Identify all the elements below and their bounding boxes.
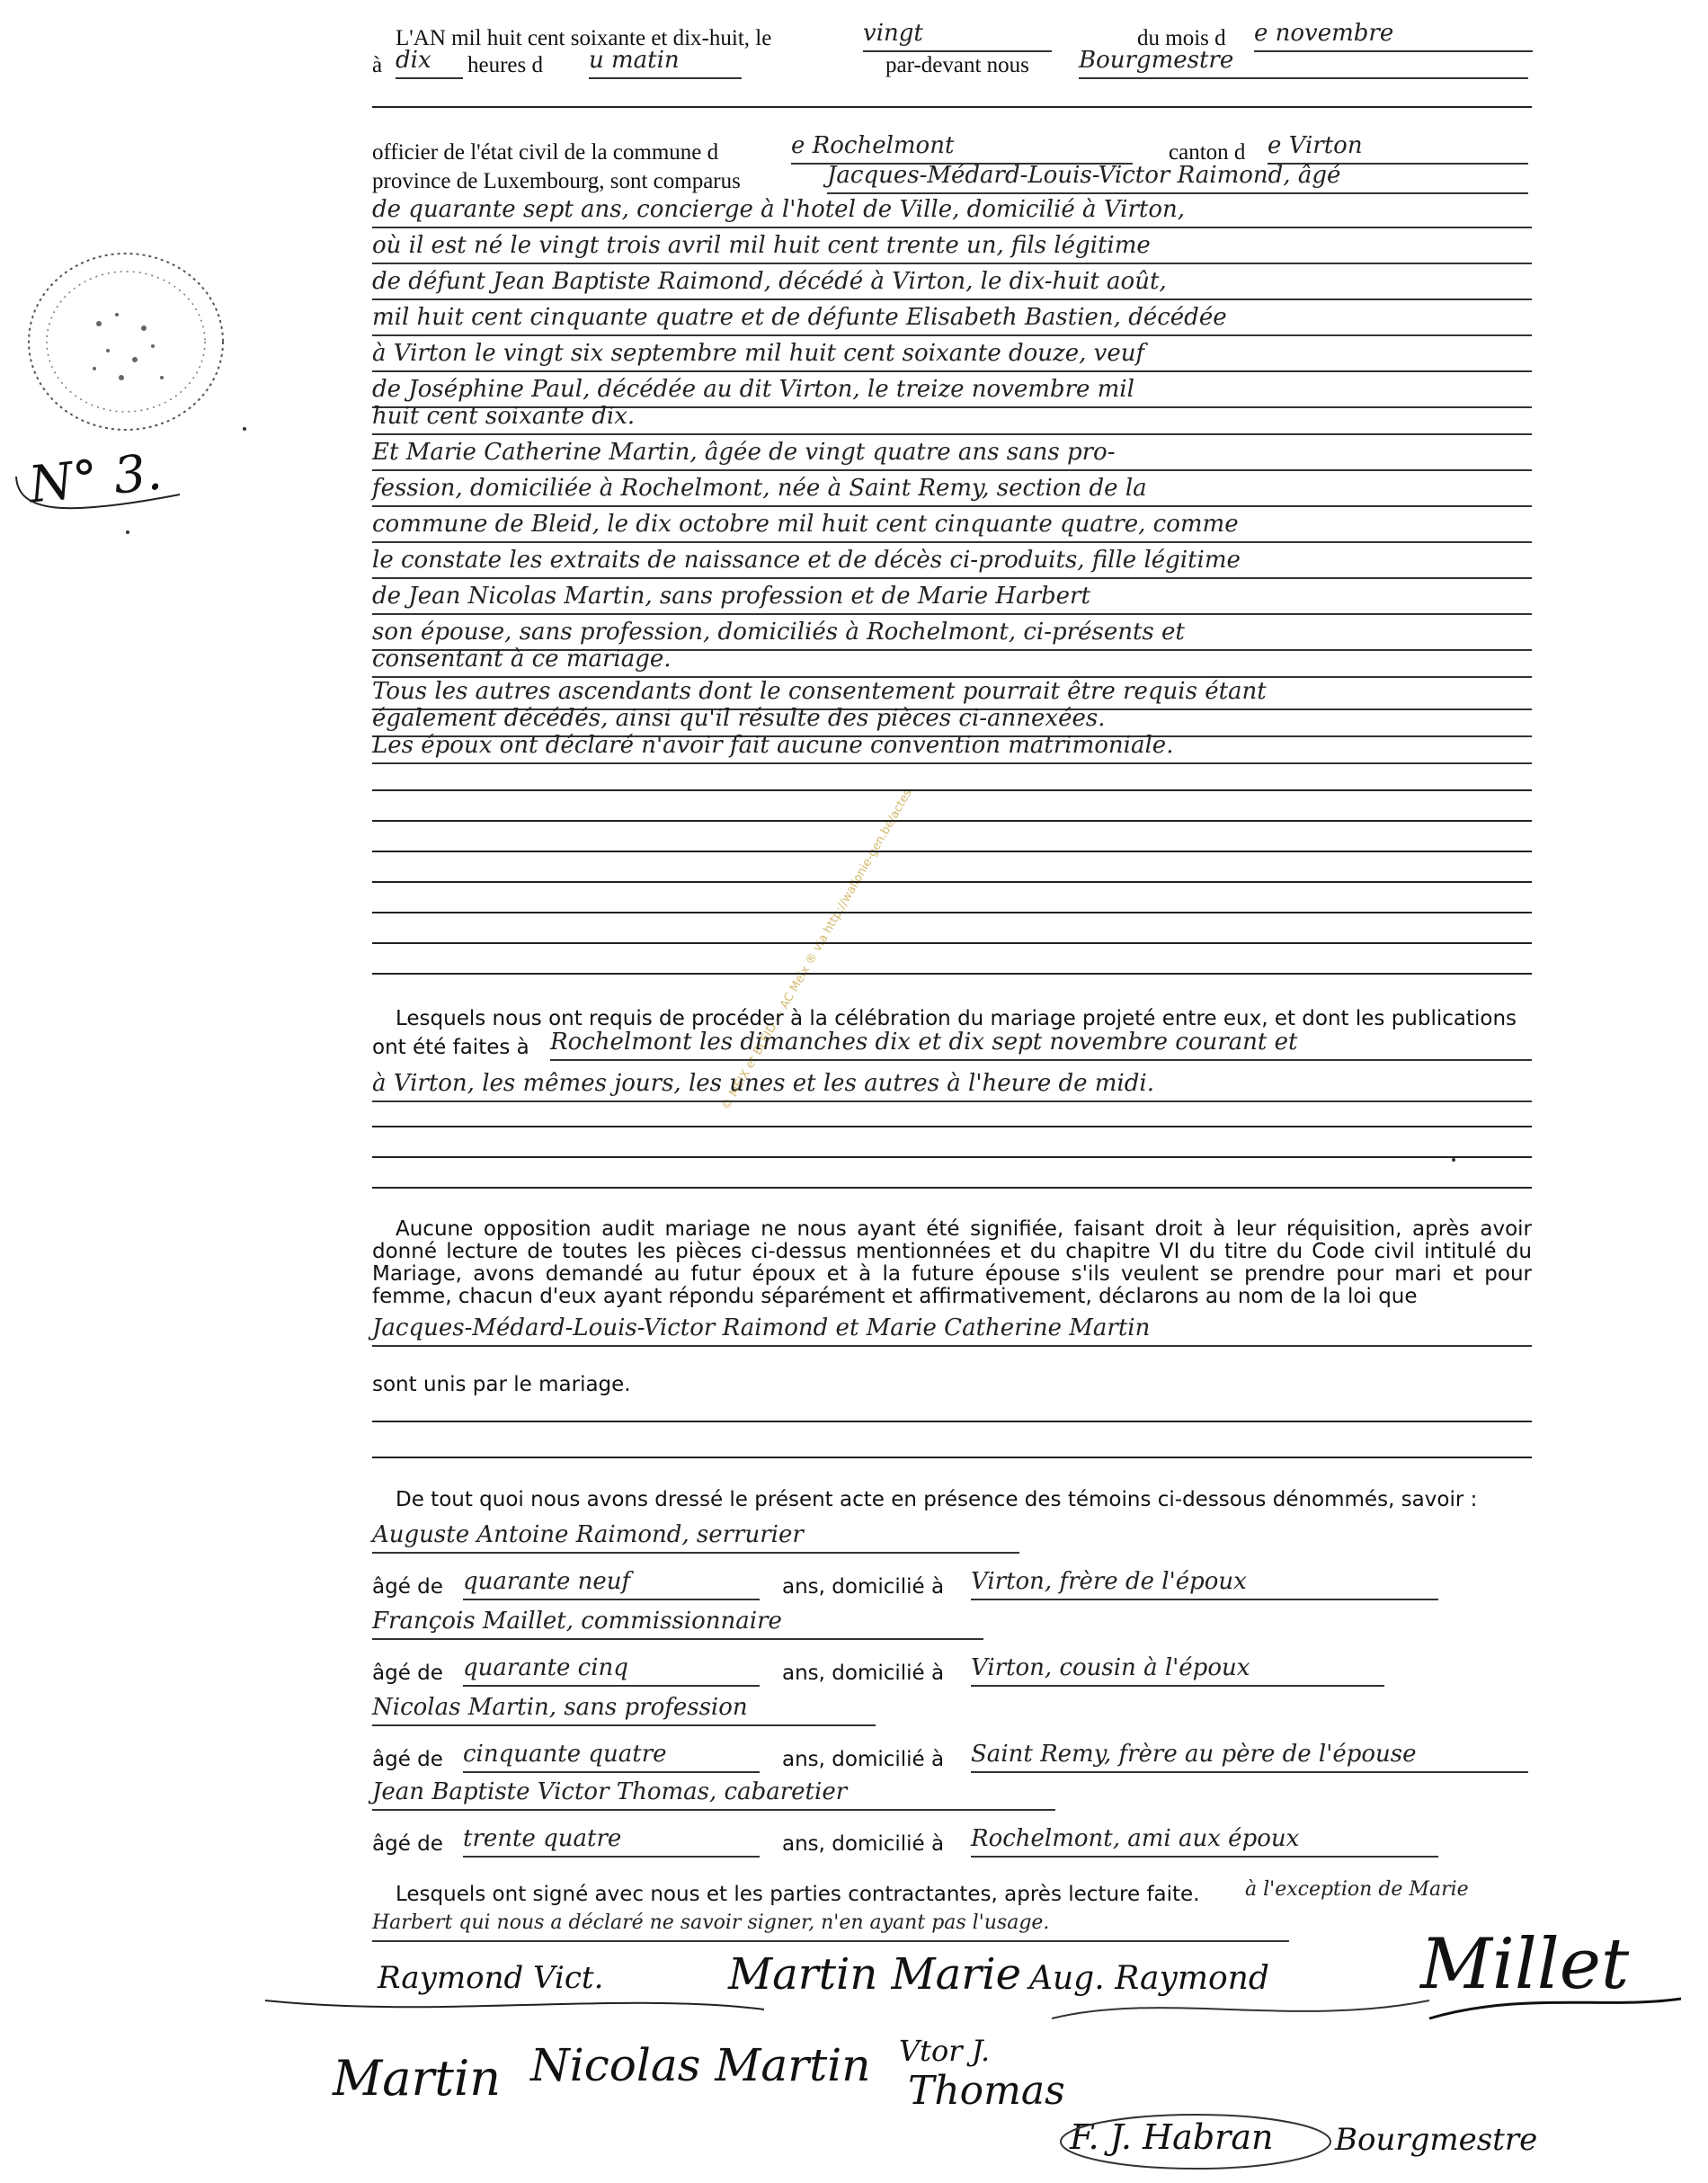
- blank-line: [372, 942, 1532, 944]
- body-line: le constate les extraits de naissance et de décès ci-produits, fille légitime: [372, 545, 1532, 579]
- witness-age-label: âgé de: [372, 1575, 443, 1599]
- body-line: Et Marie Catherine Martin, âgée de vingt quatre ans sans pro-: [372, 437, 1532, 471]
- ink-speck: [243, 427, 246, 431]
- signature: Raymond Vict.: [378, 1960, 604, 1996]
- blank-line: [372, 881, 1532, 883]
- witnesses-intro: De tout quoi nous avons dressé le présent acte en présence des témoins ci-dessous dénommés, savoir :: [396, 1488, 1478, 1511]
- record-number: N° 3.: [26, 442, 165, 515]
- witness-age-label: âgé de: [372, 1662, 443, 1685]
- signature: Vtor J.: [899, 2034, 991, 2068]
- commune-value: e Rochelmont: [791, 130, 1133, 165]
- body-line: mil huit cent cinquante quatre et de défunte Elisabeth Bastien, décédée: [372, 302, 1532, 336]
- blank-line: [372, 851, 1532, 852]
- blank-line: [372, 1126, 1532, 1127]
- period-value: u matin: [589, 45, 742, 79]
- blank-line: [372, 820, 1532, 822]
- body-line: Les époux ont déclaré n'avoir fait aucune convention matrimoniale.: [372, 730, 1532, 764]
- opposition-paragraph: Aucune opposition audit mariage ne nous ayant été signifiée, faisant droit à leur réquisition, après avoir donné lecture de toutes les pièces ci-dessus mentionnées et du chapitre VI du titre du Code civil intitulé du Mariage, avons demandé au futur époux et à la future épouse s'ils veulent se prendre pour mari et pour femme, chacun d'eux ayant répondu séparément et affirmativement, déclarons au nom de la loi que: [372, 1217, 1532, 1308]
- body-line: de Jean Nicolas Martin, sans profession et de Marie Harbert: [372, 581, 1532, 615]
- signature-flourish: [261, 1983, 1699, 2036]
- blank-line: [372, 1421, 1532, 1422]
- publications-detail: à Virton, les mêmes jours, les unes et les autres à l'heure de midi.: [372, 1068, 1532, 1102]
- record-number-flourish: [9, 441, 189, 521]
- ink-speck: [1452, 1158, 1455, 1162]
- body-line: où il est né le vingt trois avril mil huit cent trente un, fils légitime: [372, 230, 1532, 264]
- witness-domicile: Virton, cousin à l'époux: [971, 1653, 1384, 1687]
- witness-domicile: Virton, frère de l'époux: [971, 1566, 1438, 1600]
- signature: Aug. Raymond: [1029, 1960, 1269, 1997]
- witness-name: Auguste Antoine Raimond, serrurier: [372, 1519, 1019, 1554]
- par-devant-label: par-devant nous: [885, 53, 1029, 77]
- blank-line: [372, 1156, 1532, 1158]
- witness-domicile-label: ans, domicilié à: [782, 1662, 945, 1685]
- groom-name: Jacques-Médard-Louis-Victor Raimond, âgé: [827, 160, 1528, 194]
- canton-value: e Virton: [1268, 130, 1528, 165]
- closing-exception-continued: Harbert qui nous a déclaré ne savoir signer, n'en ayant pas l'usage.: [372, 1908, 1289, 1942]
- spouses-names: Jacques-Médard-Louis-Victor Raimond et Marie Catherine Martin: [372, 1313, 1532, 1347]
- witness-domicile: Rochelmont, ami aux époux: [971, 1823, 1438, 1858]
- month-value: e novembre: [1254, 18, 1533, 52]
- body-line: de Joséphine Paul, décédée au dit Virton, le treize novembre mil: [372, 374, 1532, 408]
- body-line: commune de Bleid, le dix octobre mil huit cent cinquante quatre, comme: [372, 509, 1532, 543]
- body-line: Tous les autres ascendants dont le consentement pourrait être requis étant: [372, 676, 1532, 710]
- witness-name: Jean Baptiste Victor Thomas, cabaretier: [372, 1777, 1055, 1811]
- publications-text: Lesquels nous ont requis de procéder à la célébration du mariage projeté entre eux, et dont les publications: [396, 1007, 1517, 1030]
- body-line: de défunt Jean Baptiste Raimond, décédé à Virton, le dix-huit août,: [372, 266, 1532, 300]
- signature: Martin: [333, 2050, 502, 2107]
- witness-domicile-label: ans, domicilié à: [782, 1748, 945, 1771]
- officer-label: officier de l'état civil de la commune d: [372, 140, 719, 165]
- month-label: du mois d: [1137, 26, 1226, 50]
- body-line: huit cent soixante dix.: [372, 401, 1532, 435]
- blank-line: [372, 973, 1532, 975]
- official-seal-stamp: [18, 243, 243, 450]
- publications-label: ont été faites à: [372, 1036, 529, 1059]
- a-label: à: [372, 53, 383, 77]
- signature: Nicolas Martin: [530, 2039, 871, 2091]
- blank-line: [372, 912, 1532, 913]
- witness-age: trente quatre: [463, 1823, 760, 1858]
- blank-line: [372, 106, 1532, 108]
- signature: Thomas: [908, 2068, 1065, 2114]
- closing-statement: Lesquels ont signé avec nous et les parties contractantes, après lecture faite.: [396, 1883, 1200, 1906]
- publications-place: Rochelmont les dimanches dix et dix sept novembre courant et: [550, 1027, 1532, 1061]
- blank-line: [372, 789, 1532, 791]
- witness-age: quarante neuf: [463, 1566, 760, 1600]
- witness-age: quarante cinq: [463, 1653, 760, 1687]
- mayor-signature: F. J. Habran: [1070, 2117, 1274, 2157]
- body-line: de quarante sept ans, concierge à l'hotel de Ville, domicilié à Virton,: [372, 194, 1532, 228]
- canton-label: canton d: [1169, 140, 1246, 165]
- body-line: à Virton le vingt six septembre mil huit cent soixante douze, veuf: [372, 338, 1532, 372]
- body-line: fession, domiciliée à Rochelmont, née à Saint Remy, section de la: [372, 473, 1532, 507]
- witness-age-label: âgé de: [372, 1832, 443, 1856]
- witness-domicile-label: ans, domicilié à: [782, 1575, 945, 1599]
- witness-domicile-label: ans, domicilié à: [782, 1832, 945, 1856]
- signature: Millet: [1420, 1924, 1630, 2005]
- province-label: province de Luxembourg, sont comparus: [372, 169, 741, 193]
- closing-exception: à l'exception de Marie: [1245, 1878, 1469, 1901]
- watermark: © MEIX et BLEID — AC Meix ® via http://wallonie-gen.be/actes: [719, 787, 915, 1113]
- ink-speck: [126, 530, 129, 534]
- blank-line: [372, 1187, 1532, 1189]
- heures-label: heures d: [467, 53, 543, 77]
- united-statement: sont unis par le mariage.: [372, 1373, 631, 1396]
- hour-value: dix: [396, 45, 463, 79]
- year-line: L'AN mil huit cent soixante et dix-huit, le: [396, 26, 772, 50]
- day-value: vingt: [863, 18, 1052, 52]
- mayor-title: Bourgmestre: [1335, 2122, 1538, 2158]
- body-line: son épouse, sans profession, domiciliés à Rochelmont, ci-présents et: [372, 617, 1532, 651]
- blank-line: [372, 1457, 1532, 1458]
- witness-age-label: âgé de: [372, 1748, 443, 1771]
- body-line: également décédés, ainsi qu'il résulte des pièces ci-annexées.: [372, 703, 1532, 737]
- witness-name: François Maillet, commissionnaire: [372, 1606, 983, 1640]
- officer-title: Bourgmestre: [1079, 45, 1528, 79]
- signature: Martin Marie: [728, 1949, 1021, 2000]
- body-line: consentant à ce mariage.: [372, 644, 1532, 678]
- mayor-signature-oval: [1052, 2104, 1348, 2176]
- witness-domicile: Saint Remy, frère au père de l'épouse: [971, 1739, 1528, 1773]
- witness-age: cinquante quatre: [463, 1739, 760, 1773]
- witness-name: Nicolas Martin, sans profession: [372, 1692, 876, 1726]
